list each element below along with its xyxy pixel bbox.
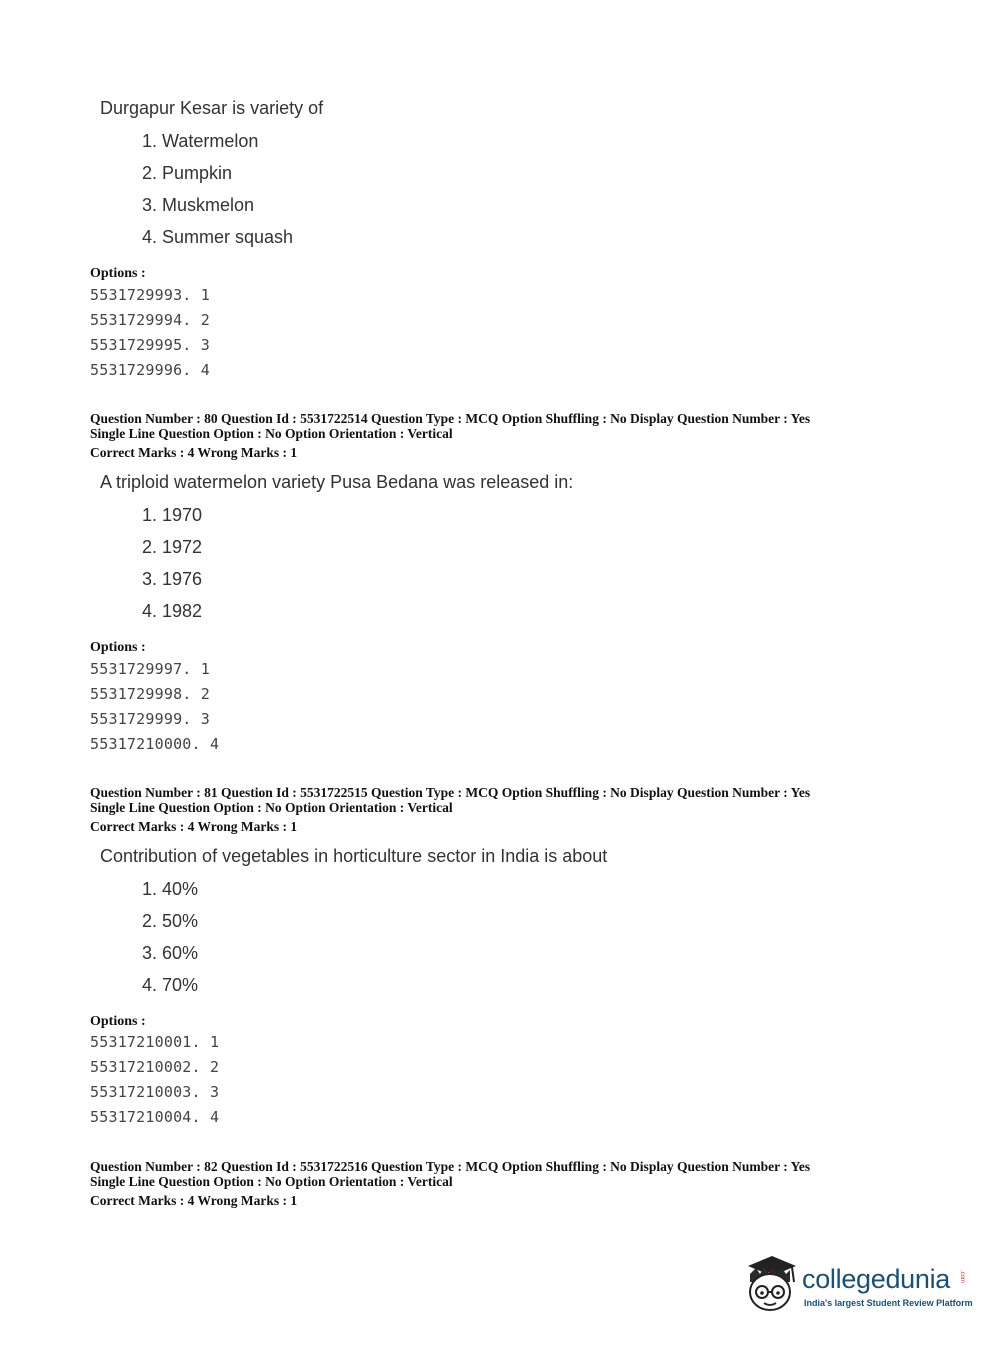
logo-wordmark: collegedunia: [802, 1264, 951, 1294]
question-79-option-id-3: 5531729995. 3: [90, 336, 210, 354]
question-79-choice-4: 4. Summer squash: [142, 227, 294, 247]
question-79-option-id-2: 5531729994. 2: [90, 311, 210, 329]
question-80-choice-1: 1. 1970: [142, 505, 203, 525]
question-80-option-id-3: 5531729999. 3: [90, 710, 210, 728]
question-82-marks: Correct Marks : 4 Wrong Marks : 1: [90, 1193, 298, 1208]
question-82-meta-line-1: Question Number : 82 Question Id : 5531722516 Question Type : MCQ Option Shuffling : No Display Question Number : Yes: [90, 1159, 811, 1174]
question-80-options-label: Options :: [90, 640, 146, 655]
question-81-option-id-3: 55317210003. 3: [90, 1083, 220, 1101]
question-79-choice-1: 1. Watermelon: [142, 131, 259, 151]
question-80-option-id-1: 5531729997. 1: [90, 660, 210, 678]
question-79-option-id-1: 5531729993. 1: [90, 286, 210, 304]
question-80-text: A triploid watermelon variety Pusa Bedana was released in:: [100, 472, 574, 492]
question-80-choice-3: 3. 1976: [142, 569, 203, 589]
question-81-marks: Correct Marks : 4 Wrong Marks : 1: [90, 819, 298, 834]
question-79-options-label: Options :: [90, 266, 146, 281]
question-80-option-id-4: 55317210000. 4: [90, 735, 220, 753]
question-81-meta-line-1: Question Number : 81 Question Id : 5531722515 Question Type : MCQ Option Shuffling : No Display Question Number : Yes: [90, 785, 811, 800]
question-81-option-id-2: 55317210002. 2: [90, 1058, 220, 1076]
question-79-text: Durgapur Kesar is variety of: [100, 98, 324, 118]
question-79-option-id-4: 5531729996. 4: [90, 361, 210, 379]
collegedunia-logo: [742, 1252, 972, 1322]
question-81-text: Contribution of vegetables in horticulture sector in India is about: [100, 846, 608, 866]
question-79-choice-2: 2. Pumpkin: [142, 163, 233, 183]
question-80-choice-2: 2. 1972: [142, 537, 203, 557]
question-81-choice-3: 3. 60%: [142, 943, 199, 963]
question-80-meta-line-1: Question Number : 80 Question Id : 5531722514 Question Type : MCQ Option Shuffling : No Display Question Number : Yes: [90, 411, 811, 426]
question-81-meta-line-2: Single Line Question Option : No Option Orientation : Vertical: [90, 800, 453, 815]
question-81-options-label: Options :: [90, 1014, 146, 1029]
question-80-option-id-2: 5531729998. 2: [90, 685, 210, 703]
question-81-choice-2: 2. 50%: [142, 911, 199, 931]
mascot-icon: [742, 1252, 800, 1314]
question-80-marks: Correct Marks : 4 Wrong Marks : 1: [90, 445, 298, 460]
question-81-choice-4: 4. 70%: [142, 975, 199, 995]
question-80-meta-line-2: Single Line Question Option : No Option Orientation : Vertical: [90, 426, 453, 441]
question-81-option-id-4: 55317210004. 4: [90, 1108, 220, 1126]
question-80-choice-4: 4. 1982: [142, 601, 203, 621]
logo-tagline: India's largest Student Review Platform: [804, 1298, 973, 1308]
question-81-choice-1: 1. 40%: [142, 879, 199, 899]
question-82-meta-line-2: Single Line Question Option : No Option Orientation : Vertical: [90, 1174, 453, 1189]
question-79-choice-3: 3. Muskmelon: [142, 195, 255, 215]
question-81-option-id-1: 55317210001. 1: [90, 1033, 220, 1051]
logo-com: .com: [959, 1270, 965, 1284]
